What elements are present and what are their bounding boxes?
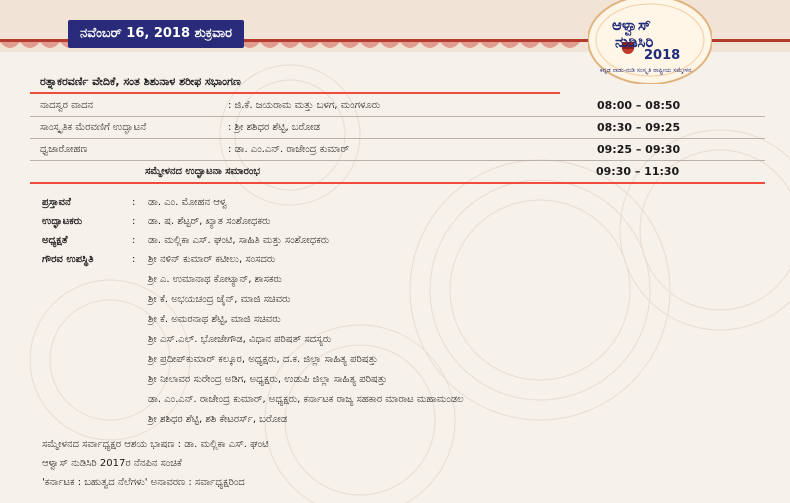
schedule-detail: : ಶ್ರೀ ಶಶಿಧರ ಶೆಟ್ಟಿ, ಬರೋಡ <box>228 122 320 133</box>
guest-list-item: ಶ್ರೀ ಕೆ. ಅಭಯಚಂದ್ರ ಜೈನ್, ಮಾಜಿ ಸಚಿವರು <box>148 294 291 305</box>
venue-title: ರತ್ನಾಕರವರ್ಣಿ ವೇದಿಕೆ, ಸಂತ ಶಿಶುನಾಳ ಶರೀಫ ಸಭಾಂಗಣ <box>40 75 241 88</box>
program-person: ಶ್ರೀ ನಳಿನ್ ಕುಮಾರ್ ಕಟೀಲು, ಸಂಸದರು <box>148 254 276 265</box>
program-separator: : <box>132 254 136 265</box>
schedule-divider <box>30 138 765 139</box>
program-person: ಡಾ. ಷ. ಶೆಟ್ಟರ್, ಖ್ಯಾತ ಸಂಶೋಧಕರು <box>148 216 271 227</box>
program-separator: : <box>132 216 136 227</box>
guest-list-item: ಶ್ರೀ ಪ್ರದೀಪ್‌ಕುಮಾರ್ ಕಲ್ಕೂರ, ಅಧ್ಯಕ್ಷರು, ದ.ಕ. ಜಿಲ್ಲಾ ಸಾಹಿತ್ಯ ಪರಿಷತ್ತು <box>148 354 378 365</box>
schedule-time: 08:30 – 09:25 <box>597 121 681 134</box>
guest-list-item: ಶ್ರೀ ಕೆ. ಅಮರನಾಥ ಶೆಟ್ಟಿ, ಮಾಜಿ ಸಚಿವರು <box>148 314 281 325</box>
guest-list-item: ಶ್ರೀ ನೀಲಾವರ ಸುರೇಂದ್ರ ಅಡಿಗ, ಅಧ್ಯಕ್ಷರು, ಉಡುಪಿ ಜಿಲ್ಲಾ ಸಾಹಿತ್ಯ ಪರಿಷತ್ತು <box>148 374 388 385</box>
footer-line: 'ಕರ್ನಾಟಕ : ಬಹುತ್ವದ ನೆಲೆಗಳು' ಅನಾವರಣ : ಸರ್ವಾಧ್ಯಕ್ಷರಿಂದ <box>42 477 245 488</box>
schedule-time: 09:25 – 09:30 <box>597 143 681 156</box>
program-role: ಗೌರವ ಉಪಸ್ಥಿತಿ <box>42 254 94 265</box>
program-role: ಉದ್ಘಾಟಕರು <box>42 216 83 227</box>
venue-underline <box>30 92 560 94</box>
schedule-divider <box>30 160 765 161</box>
guest-list-item: ಶ್ರೀ ಶಶಿಧರ ಶೆಟ್ಟಿ, ಶಶಿ ಕೇಟರರ್ಸ್, ಬರೋಡ <box>148 414 288 425</box>
schedule-event: ಸಾಂಸ್ಕೃತಿಕ ಮೆರವಣಿಗೆ ಉದ್ಘಾಟನೆ <box>40 122 147 133</box>
schedule-time: 08:00 – 08:50 <box>597 99 681 112</box>
program-person: ಡಾ. ಮಲ್ಲಿಕಾ ಎಸ್. ಘಂಟಿ, ಸಾಹಿತಿ ಮತ್ತು ಸಂಶೋಧಕರು <box>148 235 330 246</box>
schedule-divider <box>30 116 765 117</box>
logo-tagline: ಕನ್ನಡ ನಾಡು-ನುಡಿ ಸಂಸ್ಕೃತಿ ರಾಷ್ಟ್ರೀಯ ಸಮ್ಮೇಳನ <box>600 67 692 74</box>
guest-list-item: ಶ್ರೀ ಎಸ್.ಎಲ್. ಭೋಜೇಗೌಡ, ವಿಧಾನ ಪರಿಷತ್ ಸದಸ್ಯರು <box>148 334 332 345</box>
footer-line: ಆಳ್ವಾಸ್ ನುಡಿಸಿರಿ 2017ರ ನೆನಪಿನ ಸಂಚಿಕೆ <box>42 458 182 469</box>
logo-title-line2: ನುಡಿಸಿರಿ <box>615 33 654 51</box>
program-separator: : <box>132 197 136 208</box>
schedule-event: ಧ್ವಜಾರೋಹಣ <box>40 144 88 155</box>
opening-ceremony-time: 09:30 – 11:30 <box>596 165 680 178</box>
guest-list-item: ಶ್ರೀ ಎ. ಉಮಾನಾಥ ಕೋಟ್ಯಾನ್, ಶಾಸಕರು <box>148 274 282 285</box>
program-separator: : <box>132 235 136 246</box>
date-heading: ನವೆಂಬರ್ 16, 2018 ಶುಕ್ರವಾರ <box>68 20 244 48</box>
program-person: ಡಾ. ಎಂ. ಮೋಹನ ಆಳ್ವ <box>148 197 228 208</box>
footer-line: ಸಮ್ಮೇಳನದ ಸರ್ವಾಧ್ಯಕ್ಷರ ಆಶಯ ಭಾಷಣ : ಡಾ. ಮಲ್ಲಿಕಾ ಎಸ್. ಘಂಟಿ <box>42 439 269 450</box>
logo-year: 2018 <box>644 48 681 63</box>
opening-ceremony-title: ಸಮ್ಮೇಳನದ ಉದ್ಘಾಟನಾ ಸಮಾರಂಭ <box>145 166 261 177</box>
logo-title-line1: ಆಳ್ವಾಸ್ <box>612 16 651 34</box>
program-role: ಪ್ರಸ್ತಾವನೆ <box>42 197 71 208</box>
schedule-detail: : ಡಾ. ಎಂ.ಎನ್. ರಾಜೇಂದ್ರ ಕುಮಾರ್ <box>228 144 349 155</box>
section-divider <box>30 182 765 184</box>
schedule-detail: : ಜಿ.ಕೆ. ಜಯರಾಮ ಮತ್ತು ಬಳಗ, ಮಂಗಳೂರು <box>228 100 381 111</box>
schedule-event: ನಾದಸ್ವರ ವಾದನ <box>40 100 94 111</box>
program-role: ಅಧ್ಯಕ್ಷತೆ <box>42 235 68 246</box>
guest-list-item: ಡಾ. ಎಂ.ಎನ್. ರಾಜೇಂದ್ರ ಕುಮಾರ್, ಅಧ್ಯಕ್ಷರು, ಕರ್ನಾಟಕ ರಾಜ್ಯ ಸಹಕಾರ ಮಾರಾಟ ಮಹಾಮಂಡಲ <box>148 394 464 405</box>
